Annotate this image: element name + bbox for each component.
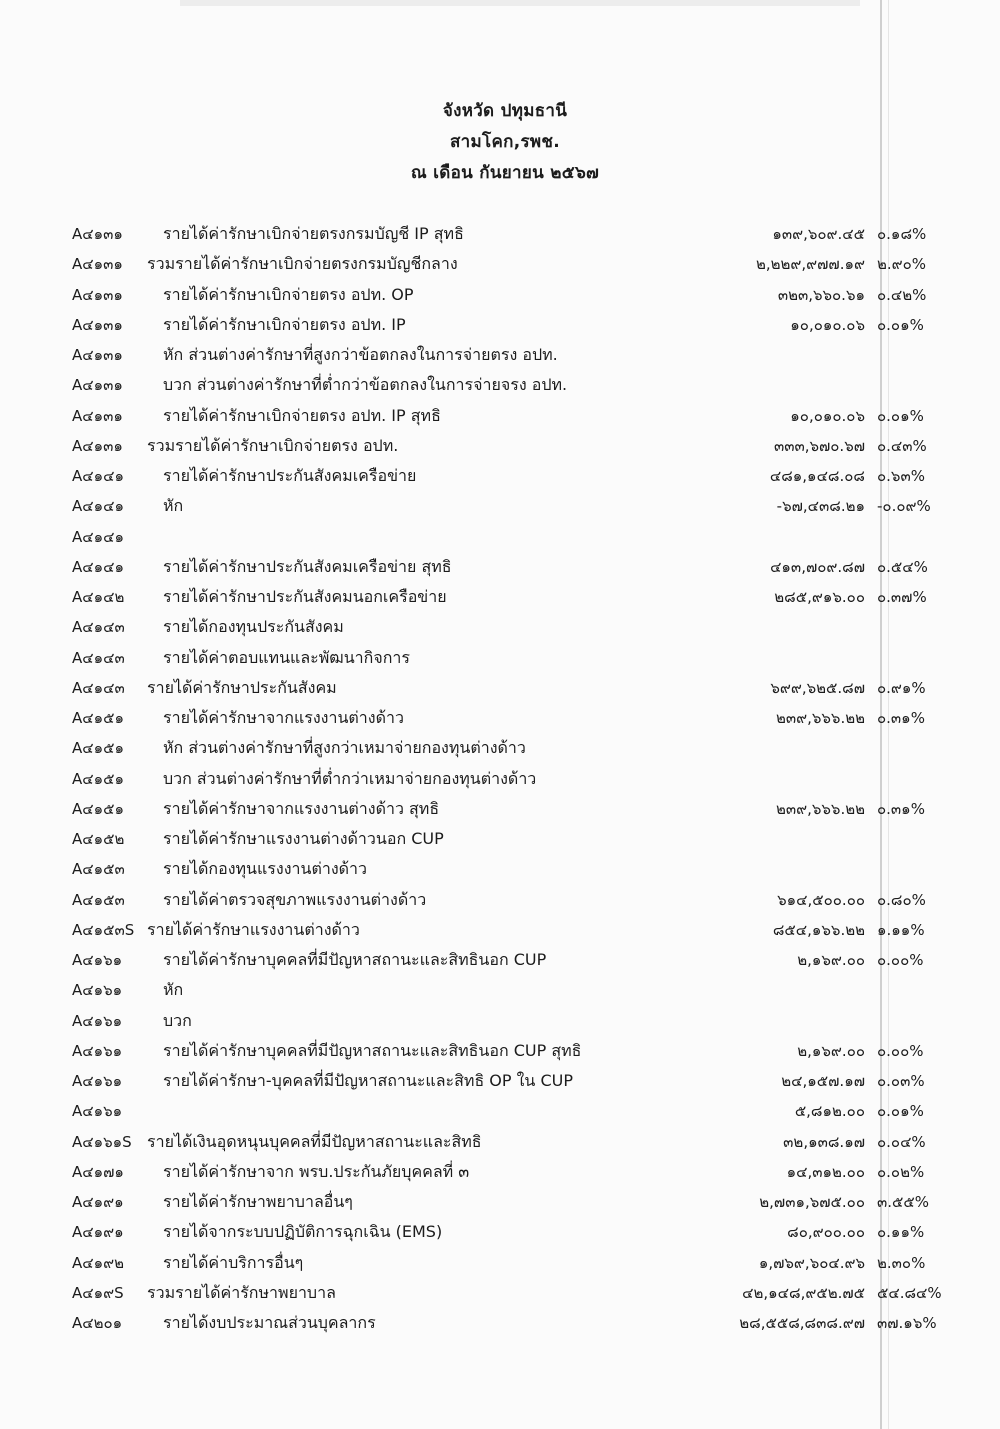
percent-value: ๐.๑๘% (877, 225, 927, 243)
amount-value: ๒,๑๖๙.๐๐ (797, 951, 865, 969)
amount-value: ๘๕๔,๑๖๖.๒๒ (772, 920, 865, 939)
percent-value: ๐.๐๒% (877, 1162, 925, 1181)
account-code: A๔๑๕๑ (72, 769, 125, 788)
table-row (0, 370, 1000, 400)
amount-value: ๒,๑๖๙.๐๐ (797, 1041, 865, 1060)
percent-value: ๐.๑๑% (877, 1223, 925, 1242)
amount-value: ๒,๗๓๑,๖๗๕.๐๐ (759, 1193, 865, 1211)
account-code: A๔๑๔๓ (72, 648, 125, 667)
account-label: รวมรายได้ค่ารักษาเบิกจ่ายตรงกรมบัญชีกลาง (147, 254, 458, 274)
account-code: A๔๑๓๑ (72, 376, 123, 395)
account-label: หัก ส่วนต่างค่ารักษาที่สูงกว่าเหมาจ่ายกองทุนต่างด้าว (163, 738, 526, 758)
amount-value: ๒๔,๑๕๗.๑๗ (781, 1072, 865, 1090)
account-label: รายได้จากระบบปฏิบัติการฉุกเฉิน (EMS) (163, 1222, 443, 1242)
percent-value: ๐.๕๔% (877, 557, 928, 576)
amount-value: ๓๒,๑๓๘.๑๗ (783, 1132, 865, 1151)
table-row (0, 1036, 1000, 1066)
table-row (0, 794, 1000, 824)
table-row (0, 219, 1000, 249)
percent-value: ๐.๐๑% (877, 406, 924, 425)
account-label: รายได้ค่ารักษาเบิกจ่ายตรง อปท. IP (163, 314, 406, 334)
account-label: รายได้ค่ารักษาจากแรงงานต่างด้าว (163, 708, 404, 727)
account-label: รายได้ค่ารักษาประกันสังคม (147, 677, 337, 697)
account-code: A๔๑๕๑ (72, 739, 125, 758)
account-code: A๔๑๓๑ (72, 406, 123, 425)
table-row (0, 1308, 1000, 1338)
account-label: รายได้กองทุนประกันสังคม (163, 617, 344, 637)
amount-value: ๘๐,๙๐๐.๐๐ (787, 1223, 865, 1242)
table-row (0, 401, 1000, 431)
table-row (0, 431, 1000, 461)
account-code: A๔๑๓๑ (72, 225, 123, 243)
table-row (0, 975, 1000, 1005)
percent-value: -๐.๐๙% (877, 497, 931, 516)
account-label: รวมรายได้ค่ารักษาพยาบาล (147, 1282, 336, 1302)
percent-value: ๐.๓๗% (877, 588, 927, 606)
account-label: รายได้ค่ารักษาเบิกจ่ายตรงกรมบัญชี IP สุทธิ (163, 224, 464, 243)
amount-value: ๒๓๙,๖๖๖.๒๒ (775, 799, 865, 818)
account-label: หัก (163, 980, 184, 1000)
table-row (0, 612, 1000, 642)
table-row (0, 1187, 1000, 1217)
table-row (0, 1096, 1000, 1126)
table-row (0, 643, 1000, 673)
report-header (0, 96, 1000, 189)
table-row (0, 1127, 1000, 1157)
account-code: A๔๑๔๑ (72, 467, 125, 485)
table-row (0, 854, 1000, 884)
amount-value: ๖๑๔,๕๐๐.๐๐ (777, 890, 865, 909)
table-row (0, 1217, 1000, 1247)
percent-value: ๐.๐๔% (877, 1132, 926, 1151)
account-label: หัก ส่วนต่างค่ารักษาที่สูงกว่าข้อตกลงในการจ่ายตรง อปท. (163, 345, 558, 364)
account-label: รายได้งบประมาณส่วนบุคลากร (163, 1313, 376, 1332)
account-label: รายได้ค่ารักษาจาก พรบ.ประกันภัยบุคคลที่ ๓ (163, 1161, 470, 1181)
account-code: A๔๑๖๑S (72, 1132, 132, 1151)
percent-value: ๐.๐๓% (877, 1072, 925, 1090)
account-code: A๔๑๔๑ (72, 527, 125, 546)
account-code: A๔๑๖๑ (72, 1072, 123, 1090)
percent-value: ๐.๓๑% (877, 799, 925, 818)
account-label: บวก (163, 1010, 192, 1030)
account-code: A๔๑๕๑ (72, 709, 125, 727)
account-code: A๔๑๖๑ (72, 1011, 123, 1030)
percent-value: ๐.๔๒% (877, 285, 927, 304)
table-row (0, 280, 1000, 310)
table-row (0, 945, 1000, 975)
table-row (0, 1248, 1000, 1278)
account-code: A๔๑๓๑ (72, 285, 123, 304)
account-label: รายได้ค่ารักษาประกันสังคมนอกเครือข่าย (163, 587, 447, 606)
amount-value: ๒๘๕,๙๑๖.๐๐ (774, 588, 865, 606)
account-code: A๔๑๔๓ (72, 678, 125, 697)
account-label: รายได้ค่าตรวจสุขภาพแรงงานต่างด้าว (163, 889, 427, 909)
table-row (0, 1066, 1000, 1096)
province-title: จังหวัด ปทุมธานี (442, 101, 568, 121)
account-label: รายได้ค่าบริการอื่นๆ (163, 1252, 304, 1272)
account-code: A๔๑๔๓ (72, 618, 125, 637)
account-label: บวก ส่วนต่างค่ารักษาที่ต่ำกว่าเหมาจ่ายกองทุนต่างด้าว (163, 768, 537, 788)
table-row (0, 1157, 1000, 1187)
account-code: A๔๑๙๑ (72, 1223, 124, 1242)
table-row (0, 249, 1000, 279)
amount-value: ๔๘๑,๑๔๘.๐๘ (769, 467, 865, 485)
table-row (0, 885, 1000, 915)
percent-value: ๐.๓๑% (877, 709, 925, 727)
percent-value: ๐.๖๓% (877, 467, 925, 485)
table-row (0, 552, 1000, 582)
amount-value: ๑๐,๐๑๐.๐๖ (790, 315, 865, 334)
table-row (0, 1278, 1000, 1308)
amount-value: ๑๓๙,๖๐๙.๔๕ (772, 225, 865, 243)
table-row (0, 310, 1000, 340)
amount-value: ๖๙๙,๖๒๕.๘๗ (770, 678, 865, 697)
account-code: A๔๑๕๓ (72, 890, 125, 909)
amount-value: ๑๐,๐๑๐.๐๖ (790, 406, 865, 425)
table-row (0, 522, 1000, 552)
percent-value: ๐.๐๑% (877, 315, 924, 334)
amount-value: ๔๑๓,๗๐๙.๘๗ (770, 557, 865, 576)
account-label: รายได้ค่าตอบแทนและพัฒนากิจการ (163, 647, 410, 667)
account-label: รายได้ค่ารักษาเบิกจ่ายตรง อปท. OP (163, 284, 414, 304)
account-label: รายได้ค่ารักษาบุคคลที่มีปัญหาสถานะและสิทธินอก CUP (163, 950, 547, 969)
account-code: A๔๑๙S (72, 1283, 124, 1302)
table-row (0, 582, 1000, 612)
table-row (0, 673, 1000, 703)
percent-value: ๕๔.๘๔% (877, 1283, 942, 1302)
account-label: รายได้กองทุนแรงงานต่างด้าว (163, 859, 367, 879)
account-code: A๔๑๓๑ (72, 315, 123, 334)
account-label: รายได้ค่ารักษาแรงงานต่างด้าว (147, 919, 360, 939)
amount-value: ๒๓๙,๖๖๖.๒๒ (775, 709, 865, 727)
amount-value: ๑๔,๓๑๒.๐๐ (786, 1162, 865, 1181)
amount-value: ๒,๒๒๙,๙๗๗.๑๙ (755, 255, 865, 274)
account-label: รายได้เงินอุดหนุนบุคคลที่มีปัญหาสถานะและสิทธิ (147, 1131, 482, 1151)
table-row (0, 1006, 1000, 1036)
percent-value: ๐.๐๐% (877, 951, 924, 969)
percent-value: ๒.๙๐% (877, 255, 927, 274)
account-code: A๔๑๓๑ (72, 346, 123, 364)
account-code: A๔๑๓๑ (72, 255, 123, 274)
account-code: A๔๑๙๒ (72, 1253, 125, 1272)
percent-value: ๒.๓๐% (877, 1253, 926, 1272)
account-label: หัก (163, 496, 184, 516)
account-code: A๔๑๓๑ (72, 436, 123, 455)
table-row (0, 703, 1000, 733)
account-label: รวมรายได้ค่ารักษาเบิกจ่ายตรง อปท. (147, 435, 399, 455)
amount-value: ๒๘,๕๕๘,๘๓๘.๙๗ (739, 1314, 865, 1332)
account-code: A๔๑๔๒ (72, 588, 125, 606)
account-code: A๔๑๕๓S (72, 920, 135, 939)
amount-value: ๓๓๓,๖๗๐.๖๗ (773, 436, 865, 455)
percent-value: ๐.๙๑% (877, 678, 926, 697)
amount-value: ๕,๘๑๒.๐๐ (794, 1102, 865, 1121)
account-label: รายได้ค่ารักษาบุคคลที่มีปัญหาสถานะและสิทธินอก CUP สุทธิ (163, 1040, 582, 1060)
account-code: A๔๒๐๑ (72, 1314, 123, 1332)
account-code: A๔๑๗๑ (72, 1162, 124, 1181)
account-code: A๔๑๙๑ (72, 1193, 124, 1211)
account-code: A๔๑๕๓ (72, 860, 125, 879)
percent-value: ๓.๕๕% (877, 1193, 929, 1211)
account-label: รายได้ค่ารักษา-บุคคลที่มีปัญหาสถานะและสิทธิ OP ใน CUP (163, 1071, 573, 1090)
percent-value: ๐.๐๐% (877, 1041, 924, 1060)
account-code: A๔๑๖๑ (72, 981, 123, 1000)
table-row (0, 733, 1000, 763)
account-code: A๔๑๖๑ (72, 1102, 123, 1121)
period-title: ณ เดือน กันยายน ๒๕๖๗ (410, 163, 600, 183)
percent-value: ๓๗.๑๖% (877, 1314, 937, 1332)
table-row (0, 764, 1000, 794)
percent-value: ๐.๔๓% (877, 436, 927, 455)
percent-value: ๐.๐๑% (877, 1102, 924, 1121)
table-row (0, 491, 1000, 521)
table-row (0, 461, 1000, 491)
account-code: A๔๑๕๒ (72, 830, 125, 848)
amount-value: ๓๒๓,๖๖๐.๖๑ (777, 285, 865, 304)
account-code: A๔๑๔๑ (72, 497, 125, 516)
account-label: รายได้ค่ารักษาเบิกจ่ายตรง อปท. IP สุทธิ (163, 405, 441, 425)
amount-value: ๑,๗๖๙,๖๐๔.๙๖ (758, 1253, 865, 1272)
account-label: รายได้ค่ารักษาจากแรงงานต่างด้าว สุทธิ (163, 798, 440, 818)
account-label: รายได้ค่ารักษาแรงงานต่างด้าวนอก CUP (163, 829, 444, 848)
account-label: รายได้ค่ารักษาพยาบาลอื่นๆ (163, 1192, 353, 1211)
account-label: บวก ส่วนต่างค่ารักษาที่ต่ำกว่าข้อตกลงในการจ่ายจรง อปท. (163, 375, 568, 395)
amount-value: -๖๗,๔๓๘.๒๑ (776, 497, 865, 516)
table-row (0, 915, 1000, 945)
account-code: A๔๑๖๑ (72, 1041, 123, 1060)
account-label: รายได้ค่ารักษาประกันสังคมเครือข่าย สุทธิ (163, 556, 452, 576)
table-row (0, 340, 1000, 370)
account-label: รายได้ค่ารักษาประกันสังคมเครือข่าย (163, 466, 417, 485)
account-code: A๔๑๖๑ (72, 951, 123, 969)
table-row (0, 824, 1000, 854)
account-code: A๔๑๔๑ (72, 557, 125, 576)
hospital-title: สามโคก,รพช. (449, 132, 560, 152)
account-code: A๔๑๕๑ (72, 799, 125, 818)
percent-value: ๐.๘๐% (877, 890, 926, 909)
scan-top-edge (180, 0, 860, 6)
amount-value: ๔๒,๑๔๘,๙๕๒.๗๕ (742, 1283, 865, 1302)
percent-value: ๑.๑๑% (877, 920, 925, 939)
